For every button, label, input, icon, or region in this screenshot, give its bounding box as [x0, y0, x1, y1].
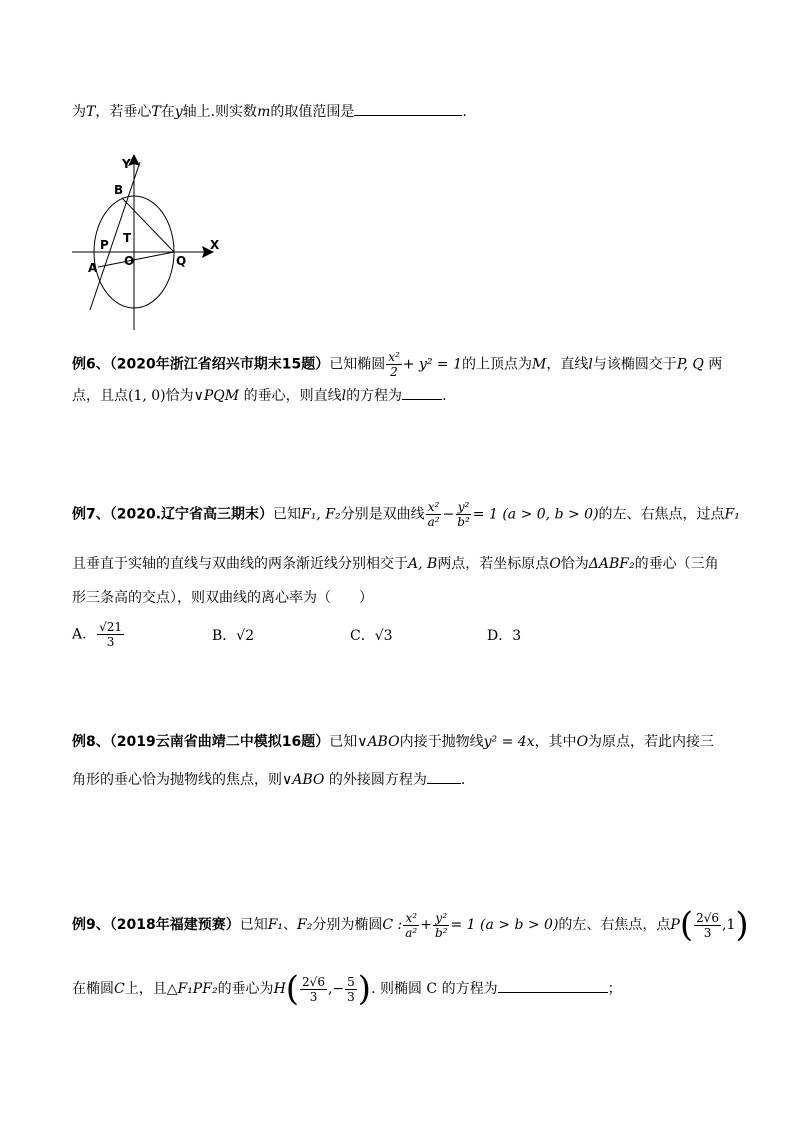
ex9-text: 分别为椭圆 [312, 917, 383, 933]
intro-text: ，若垂心 [95, 104, 152, 120]
ex6-text: 点，且点 [72, 388, 128, 404]
label-b: B [114, 183, 124, 197]
ex9-frac-2 [433, 911, 450, 940]
var-m: M [532, 356, 547, 373]
ex9-text: 的左、右焦点，点 [558, 917, 671, 933]
ex9-frac-1 [403, 911, 419, 940]
ex8-text: 角形的垂心恰为抛物线的焦点，则 [72, 772, 282, 788]
ex7-text: 的左、右焦点，过点 [598, 506, 725, 523]
frac-den: 3 [347, 989, 355, 1004]
frac-den: 3 [703, 925, 712, 940]
intro-text: 轴上.则实数 [182, 104, 258, 120]
ex7-text: 恰为 [560, 556, 589, 572]
ex7-text: 的垂心（三角 [634, 556, 719, 572]
ex9-sep: 、 [283, 917, 298, 933]
frac-num: x² [388, 350, 400, 364]
ex6-line1 [72, 350, 722, 379]
frac-den: 3 [309, 989, 318, 1004]
label-t: T [123, 231, 132, 245]
ex9-eq: = 1 (a > b > 0) [450, 917, 559, 933]
option-a-frac [97, 620, 124, 649]
ex8-triangle: ∨ABO [282, 772, 325, 788]
ex9-end: ； [607, 981, 622, 997]
ex9-triangle: △F₁PF₂ [166, 981, 218, 997]
ex8-text: ，其中 [534, 734, 577, 750]
frac-den: 2 [390, 365, 398, 379]
ex9-text: 在椭圆 [72, 981, 114, 997]
ex9-p: P [670, 917, 680, 933]
ex6-frac [386, 350, 402, 379]
ex7-line3 [72, 588, 373, 608]
ex6-text: 两 [708, 356, 723, 373]
ex9-p-frac [694, 911, 721, 940]
plus-sign: + [420, 917, 432, 933]
ex8-text: 内接于抛物线 [399, 734, 484, 750]
ex9-line2: 在椭圆C上，且△F₁PF₂的垂心为H( $\frac{2√6}{3}$ ,− $\frac{5}{3}$ ). 则椭圆 C 的方程为 ； [72, 969, 622, 1009]
ex6-text: 恰为 [165, 388, 194, 404]
ex7-text: 分别是双曲线 [340, 506, 425, 523]
ex9-c: C : [382, 917, 403, 933]
frac-den: a² [427, 515, 440, 529]
frac-num: y² [435, 910, 448, 925]
ex9-h-frac-2 [345, 975, 357, 1004]
ex7-line1 [72, 500, 740, 529]
frac-num: x² [427, 500, 440, 514]
ex8-o: O [576, 734, 589, 750]
ex7-text: 两点，若坐标原点 [437, 556, 550, 572]
ex7-text: 形三条高的交点），则双曲线的离心率为（ ） [72, 590, 373, 606]
ex6-triangle: ∨PQM [193, 388, 240, 404]
segment-aq [98, 252, 174, 267]
var-y: y [174, 104, 183, 120]
ex7-triangle: ΔABF₂ [588, 556, 635, 572]
ex9-tag: 例9、（2018年福建预赛） [72, 917, 240, 933]
label-o: O [124, 254, 135, 268]
ex8-triangle: ∨ABO [357, 734, 400, 750]
frac-num: 2√6 [696, 910, 720, 925]
frac-num: √21 [99, 620, 123, 634]
var-t: T [151, 104, 161, 120]
intro-line [72, 102, 467, 122]
option-label: A． [72, 626, 97, 643]
frac-den: 3 [106, 635, 115, 649]
var-l: l [588, 356, 593, 373]
label-y: Y [122, 157, 131, 171]
ex9-text: . 则椭圆 C 的方程为 [371, 981, 498, 997]
ex6-tag: 例6、（2020年浙江省绍兴市期末15题） [72, 356, 330, 373]
var-pq: P, Q [676, 356, 704, 373]
var-l: l [341, 388, 347, 404]
ex9-c: C [114, 981, 125, 997]
ex7-text: 且垂直于实轴的直线与双曲线的两条渐近线分别相交于 [72, 556, 408, 572]
answer-blank[interactable] [402, 387, 442, 400]
ex7-f1: F₁ [724, 506, 740, 523]
ex7-eq: = 1 (a > 0, b > 0) [472, 506, 599, 523]
ex8-text: 已知 [329, 734, 358, 750]
ellipse-figure [68, 150, 228, 335]
frac-den: a² [405, 925, 418, 940]
ex6-text: 已知椭圆 [329, 356, 386, 373]
frac-num: y² [457, 500, 470, 514]
frac-den: b² [457, 515, 470, 529]
option-d[interactable]: D．3 [487, 628, 522, 644]
ex7-ab: A, B [408, 556, 438, 572]
ex6-text: 的上顶点为 [462, 356, 533, 373]
frac-num: 2√6 [302, 974, 325, 989]
answer-blank[interactable] [354, 103, 462, 116]
var-m: m [257, 104, 271, 120]
ex7-frac-1 [426, 500, 442, 529]
ex6-text: ，直线 [546, 356, 589, 373]
ex9-line1: 例9、（2018年福建预赛）已知F₁、F₂分别为椭圆C : $\frac{\text{x²}}{\text{a²}}$ + $\frac{\text{y²}}{\text{b²}}$ = 1 (a > b > 0)的左、右焦点，点P( $\frac{2√6}{3}$ ,1) [72, 905, 749, 945]
intro-end: . [462, 104, 467, 120]
ex8-end: . [460, 772, 466, 788]
ex9-f1: F₁ [267, 917, 284, 933]
answer-blank[interactable] [427, 771, 461, 784]
ex9-f2: F₂ [297, 917, 313, 933]
ex9-h-frac-1 [300, 975, 327, 1004]
intro-text: 在 [160, 104, 175, 120]
frac-num: x² [405, 910, 418, 925]
frac-den: b² [434, 925, 448, 940]
answer-blank[interactable] [498, 980, 608, 993]
ex6-eq: + y² = 1 [402, 356, 463, 373]
var-t: T [86, 104, 96, 120]
ex6-point: (1, 0) [128, 388, 166, 404]
minus-sign: − [442, 506, 455, 523]
option-a[interactable] [72, 620, 125, 649]
ex7-o: O [549, 556, 561, 572]
ex9-h-sep: ,− [327, 981, 345, 997]
ex8-tag: 例8、（2019云南省曲靖二中模拟16题） [72, 734, 330, 750]
ex8-line2 [72, 770, 465, 790]
ex8-text: 为原点，若此内接三 [588, 734, 715, 750]
intro-text: 为 [72, 104, 86, 120]
ex6-line2 [72, 386, 447, 406]
ex8-text: 的外接圆方程为 [328, 772, 427, 788]
ex6-text: 的方程为 [346, 388, 403, 404]
ex7-line2 [72, 554, 719, 574]
frac-num: 5 [347, 974, 355, 989]
ex6-text: 的垂心，则直线 [243, 388, 342, 404]
ex8-eq: y² = 4x [483, 734, 535, 750]
label-p: P [100, 238, 109, 252]
intro-text: 的取值范围是 [270, 104, 355, 120]
ex9-text: 的垂心为 [217, 981, 274, 997]
ex6-text: 与该椭圆交于 [592, 356, 677, 373]
label-q: Q [176, 254, 187, 268]
ex7-text: 已知 [273, 506, 302, 523]
ex7-foci: F₁, F₂ [301, 506, 341, 523]
ex7-tag: 例7、（2020.辽宁省高三期末） [72, 506, 274, 523]
ex7-frac-2 [455, 500, 472, 529]
ex9-h: H [273, 981, 286, 997]
ex8-line1 [72, 732, 714, 752]
label-a: A [88, 261, 98, 275]
option-c[interactable]: C．√3 [350, 628, 393, 644]
option-b[interactable]: B．√2 [212, 628, 255, 644]
ex9-p-y: ,1 [722, 917, 736, 933]
ex6-end: . [442, 388, 447, 404]
label-x: X [210, 238, 220, 252]
ex9-text: 已知 [239, 917, 268, 933]
ex9-text: 上，且 [124, 981, 167, 997]
